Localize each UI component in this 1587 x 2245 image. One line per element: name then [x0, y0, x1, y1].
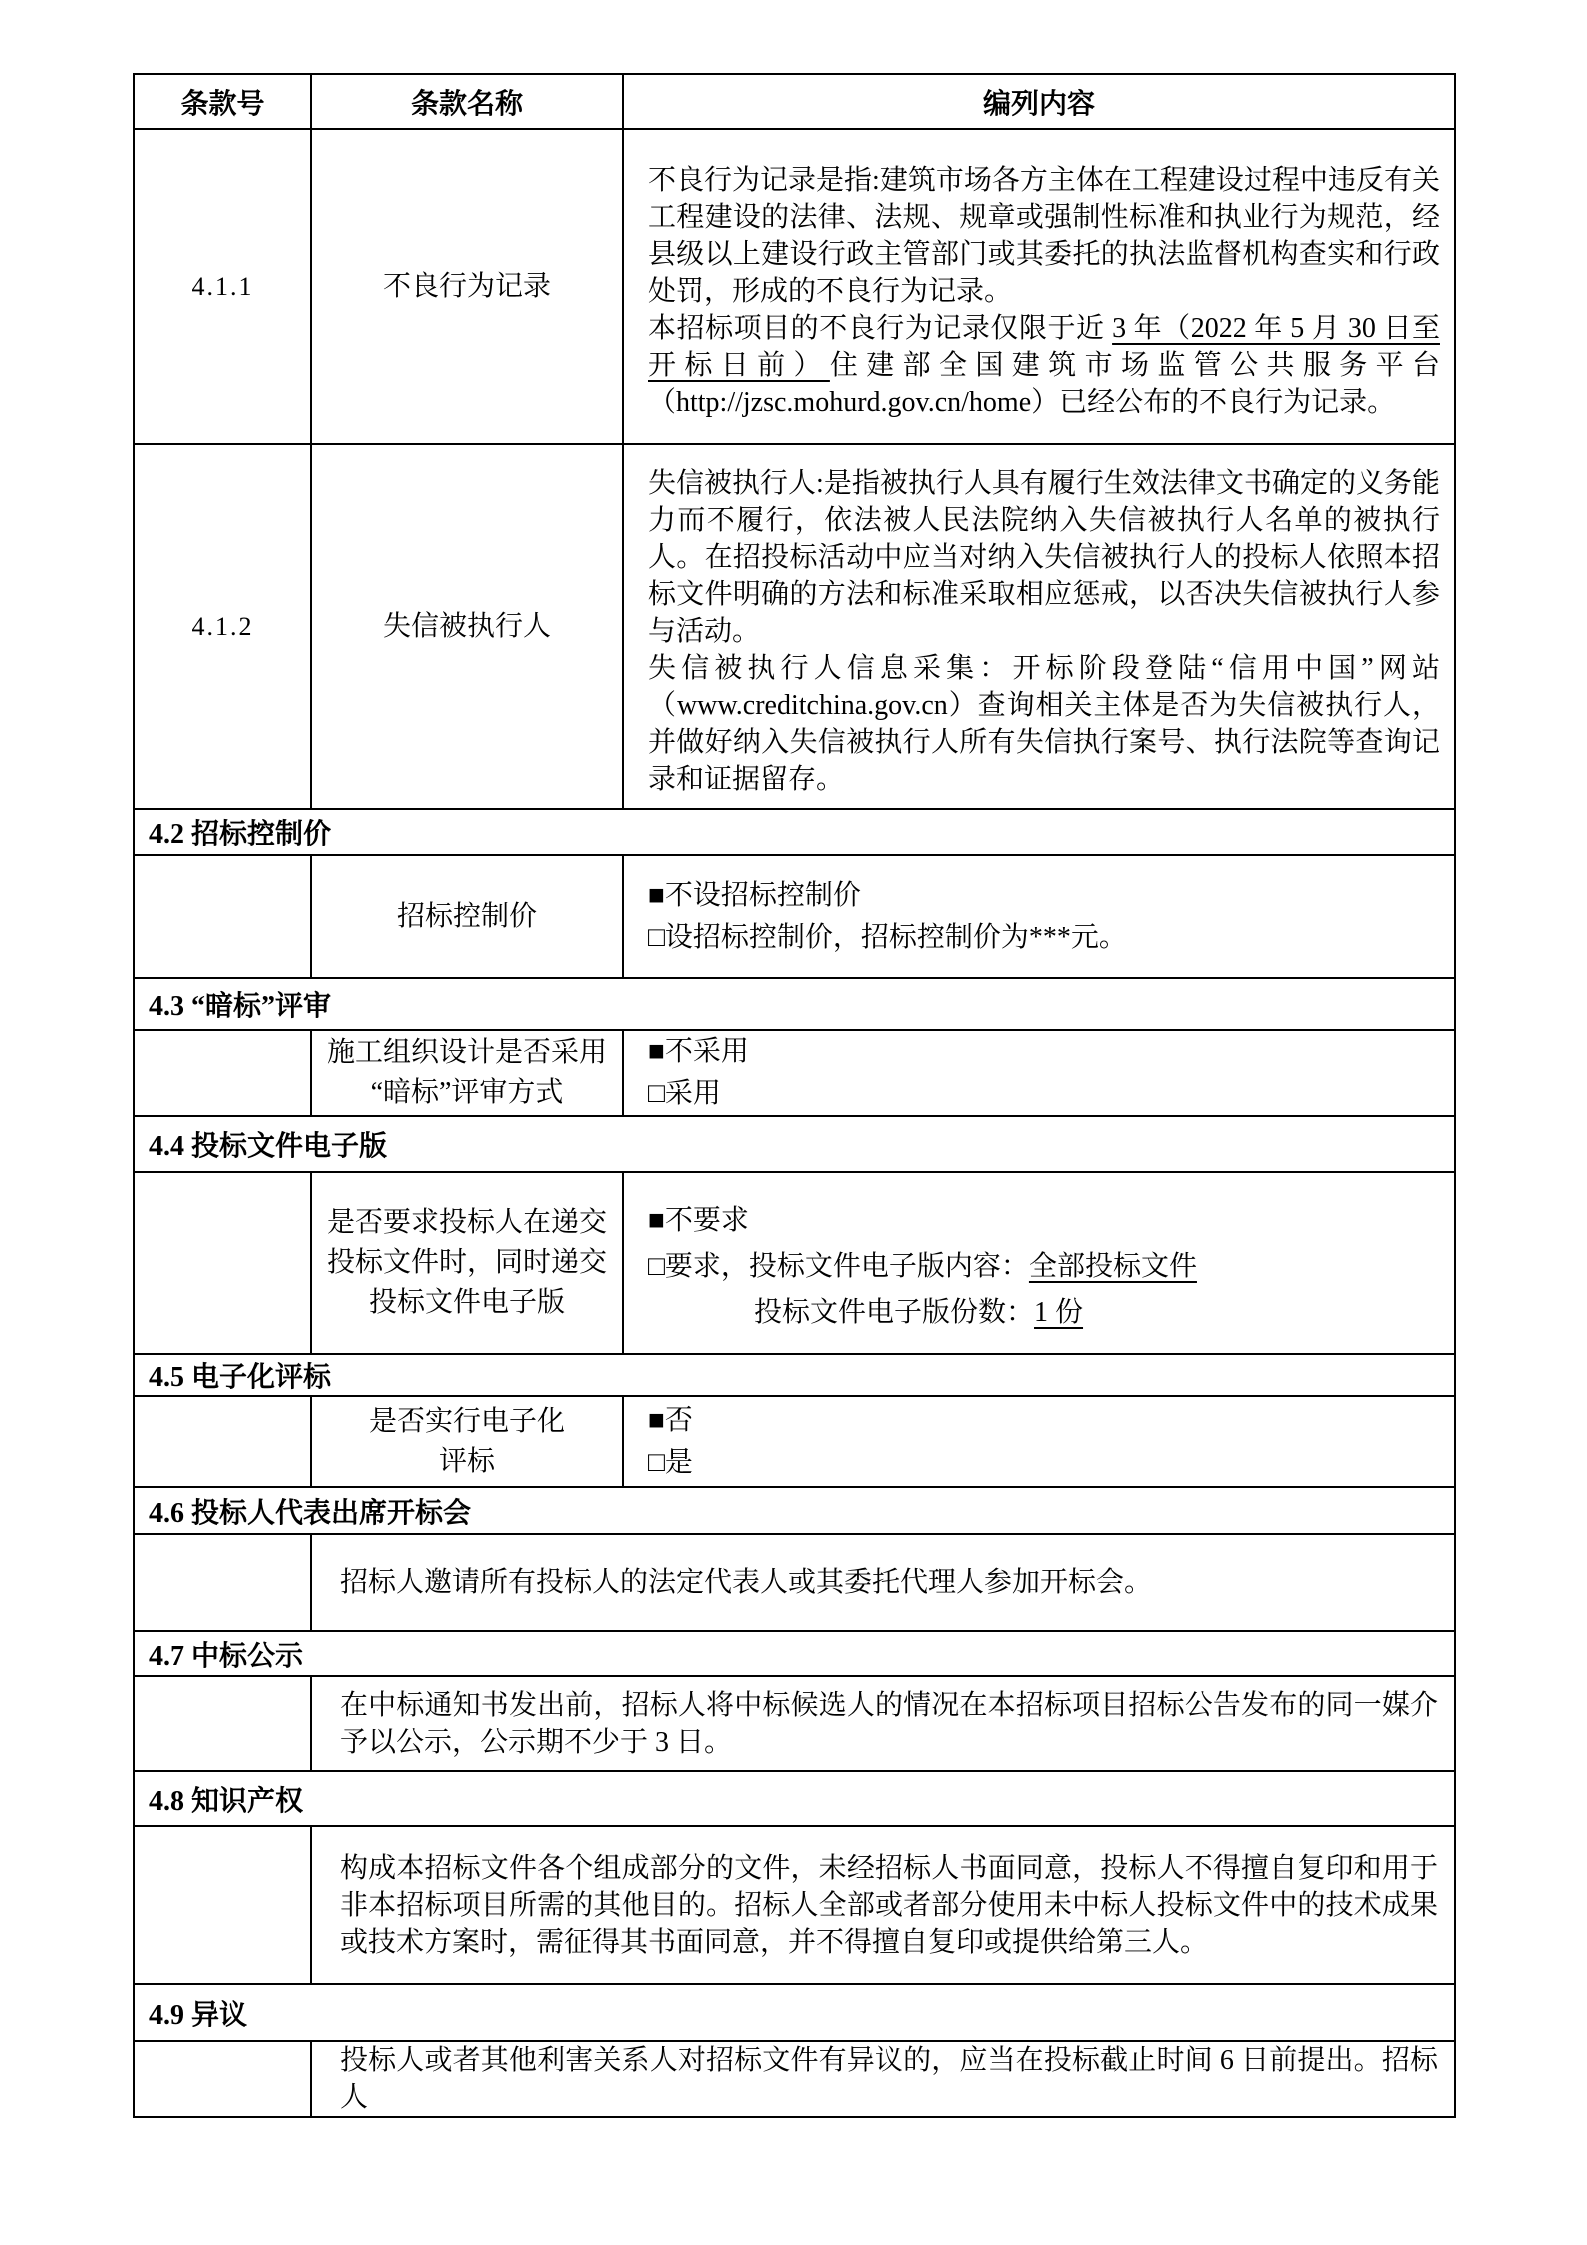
table-row-4-2: [134, 855, 1455, 978]
col-header-clause-name: 条款名称: [311, 74, 623, 129]
clause-number: 4.1.1: [134, 129, 311, 444]
clause-content: 招标人邀请所有投标人的法定代表人或其委托代理人参加开标会。: [311, 1534, 1455, 1631]
checkbox-unchecked-icon: □: [648, 921, 665, 953]
clause-name-line: 投标文件时，同时递交: [326, 1247, 607, 1278]
table-row-4-1-2: [134, 444, 1455, 809]
option-label: 不采用: [664, 1036, 749, 1067]
underlined-value: 1 份: [1034, 1297, 1084, 1328]
clause-name: [311, 1396, 623, 1487]
checkbox-checked-icon: ■: [648, 879, 665, 911]
table-row-4-3: [134, 1030, 1455, 1116]
checkbox-checked-icon: ■: [648, 1404, 665, 1436]
table-row-4-9: [134, 2041, 1455, 2117]
clause-number: 4.1.2: [134, 444, 311, 809]
clause-name-line: 是否实行电子化: [368, 1405, 565, 1437]
option-label: 设招标控制价，招标控制价为***元。: [664, 921, 1127, 953]
paragraph: [648, 310, 1440, 421]
option-line: [648, 1244, 1454, 1290]
paragraph: 失信被执行人:是指被执行人具有履行生效法律文书确定的义务能力而不履行，依法被人民法院纳入失信被执行人名单的被执行人。在招投标活动中应当对纳入失信被执行人的投标人依照本招标文件明确的方法和标准采取相应惩戒，以否决失信被执行人参与活动。: [648, 468, 1440, 647]
section-header: 4.4 投标文件电子版: [134, 1116, 1455, 1172]
clause-content: 构成本招标文件各个组成部分的文件，未经招标人书面同意，投标人不得擅自复印和用于非本招标项目所需的其他目的。招标人全部或者部分使用未中标人投标文件中的技术成果或技术方案时，需征得其书面同意，并不得擅自复印或提供给第三人。: [311, 1826, 1455, 1984]
clause-name: 失信被执行人: [311, 444, 623, 809]
option-label: 是: [664, 1446, 693, 1478]
checkbox-unchecked-icon: □: [648, 1251, 665, 1282]
table-row-4-6: [134, 1534, 1455, 1631]
checkbox-checked-icon: ■: [648, 1036, 665, 1067]
option-line: [648, 1442, 1454, 1484]
option-line: [648, 1400, 1454, 1442]
paragraph: 不良行为记录是指:建筑市场各方主体在工程建设过程中违反有关工程建设的法律、法规、规章或强制性标准和执业行为规范，经县级以上建设行政主管部门或其委托的执法监督机构查实和行政处罚，形成的不良行为记录。: [648, 165, 1440, 307]
option-label: 采用: [664, 1078, 721, 1109]
clause-content: 投标人或者其他利害关系人对招标文件有异议的，应当在投标截止时间 6 日前提出。招标人: [311, 2041, 1455, 2117]
option-line: [648, 1073, 1454, 1115]
underlined-value: 3 年（2022 年 5 月 30 日至开标日前）: [648, 313, 1440, 381]
text-run: 本招标项目的不良行为记录仅限于近: [648, 313, 1113, 344]
clause-content: [623, 855, 1455, 978]
clause-content: [623, 129, 1455, 444]
clause-name-line: “暗标”评审方式: [370, 1077, 564, 1108]
clause-number-empty: [134, 1826, 311, 1984]
section-row-4-4: [134, 1116, 1455, 1172]
col-header-content: 编列内容: [623, 74, 1455, 129]
clause-number-empty: [134, 1534, 311, 1631]
option-label: 投标文件电子版份数：: [754, 1297, 1035, 1328]
clause-number-empty: [134, 855, 311, 978]
section-header: 4.7 中标公示: [134, 1631, 1455, 1676]
clause-number-empty: [134, 2041, 311, 2117]
section-row-4-7: [134, 1631, 1455, 1676]
section-row-4-6: [134, 1487, 1455, 1534]
option-line: [648, 1198, 1454, 1244]
table-row-4-4: [134, 1172, 1455, 1354]
section-header: 4.5 电子化评标: [134, 1354, 1455, 1396]
clause-number-empty: [134, 1396, 311, 1487]
checkbox-unchecked-icon: □: [648, 1078, 665, 1109]
option-label: 否: [664, 1404, 693, 1436]
clause-content: [623, 1030, 1455, 1116]
clause-number-empty: [134, 1676, 311, 1771]
section-header: 4.2 招标控制价: [134, 809, 1455, 855]
clause-name-line: 是否要求投标人在递交: [326, 1207, 607, 1238]
table-row-4-1-1: [134, 129, 1455, 444]
paragraph: 失信被执行人信息采集：开标阶段登陆“信用中国”网站（www.creditchina.gov.cn）查询相关主体是否为失信被执行人，并做好纳入失信被执行人所有失信执行案号、执行法院等查询记录和证据留存。: [648, 653, 1440, 795]
section-header: 4.9 异议: [134, 1984, 1455, 2041]
checkbox-checked-icon: ■: [648, 1205, 665, 1236]
clauses-table: [133, 73, 1456, 2118]
clause-name: 不良行为记录: [311, 129, 623, 444]
clause-number-empty: [134, 1172, 311, 1354]
clause-name-line: 评标: [438, 1445, 495, 1477]
section-header: 4.3 “暗标”评审: [134, 978, 1455, 1030]
table-row-4-5: [134, 1396, 1455, 1487]
option-label: 不要求: [664, 1205, 749, 1236]
option-line: [754, 1290, 1454, 1336]
section-header: 4.6 投标人代表出席开标会: [134, 1487, 1455, 1534]
section-row-4-3: [134, 978, 1455, 1030]
table-row-4-8: [134, 1826, 1455, 1984]
option-line: [648, 875, 1454, 917]
clause-number-empty: [134, 1030, 311, 1116]
clause-content: 在中标通知书发出前，招标人将中标候选人的情况在本招标项目招标公告发布的同一媒介予以公示，公示期不少于 3 日。: [311, 1676, 1455, 1771]
clause-name: [311, 1172, 623, 1354]
section-row-4-5: [134, 1354, 1455, 1396]
clause-name-line: 施工组织设计是否采用: [326, 1037, 607, 1068]
option-label: 不设招标控制价: [664, 879, 861, 911]
clause-name: [311, 1030, 623, 1116]
option-label: 要求，投标文件电子版内容：: [664, 1251, 1029, 1282]
text-run: 住建部全国建筑市场监管公共服务平台（http://jzsc.mohurd.gov.cn/home）已经公布的不良行为记录。: [648, 350, 1440, 418]
section-header: 4.8 知识产权: [134, 1771, 1455, 1826]
table-header-row: [134, 74, 1455, 129]
clause-name: 招标控制价: [311, 855, 623, 978]
checkbox-unchecked-icon: □: [648, 1446, 665, 1478]
clause-content: [623, 1172, 1455, 1354]
option-line: [648, 1031, 1454, 1073]
section-row-4-8: [134, 1771, 1455, 1826]
clause-name-line: 投标文件电子版: [368, 1287, 565, 1318]
underlined-value: 全部投标文件: [1028, 1251, 1197, 1282]
option-line: [648, 917, 1454, 959]
col-header-clause-number: 条款号: [134, 74, 311, 129]
clause-content: [623, 444, 1455, 809]
section-row-4-2: [134, 809, 1455, 855]
section-row-4-9: [134, 1984, 1455, 2041]
table-row-4-7: [134, 1676, 1455, 1771]
clause-content: [623, 1396, 1455, 1487]
